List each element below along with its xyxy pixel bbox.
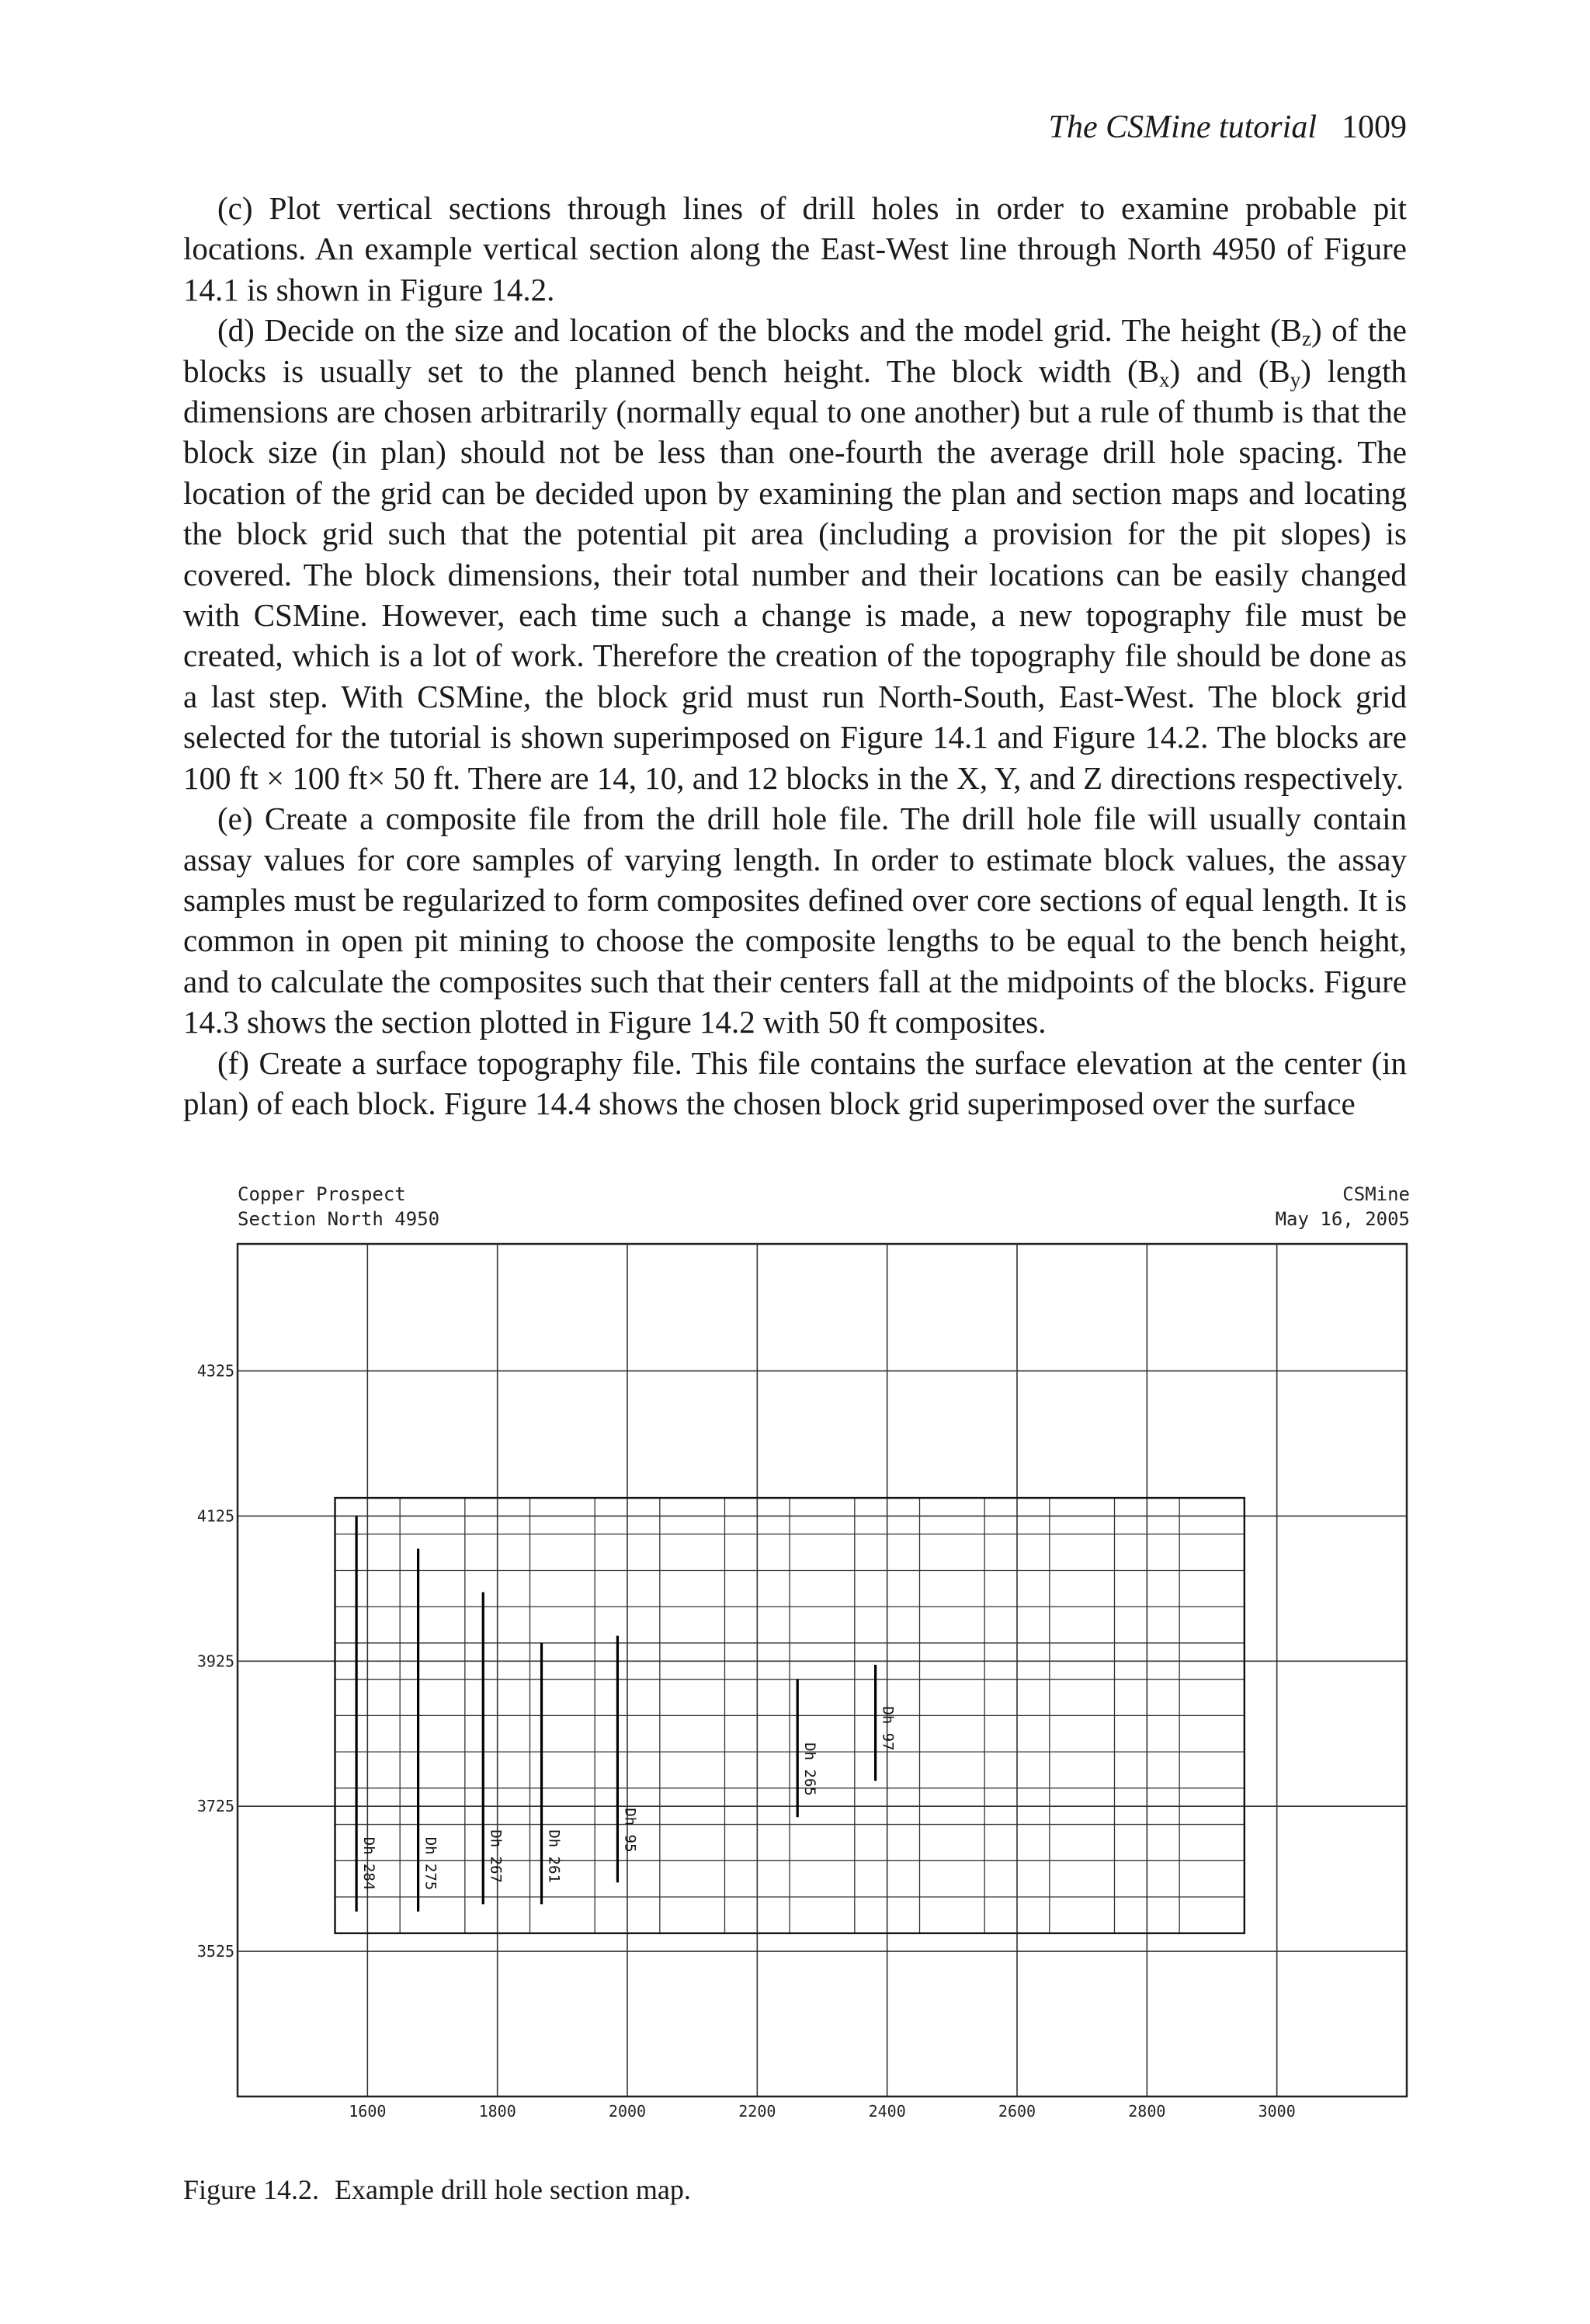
- caption-text: Example drill hole section map.: [335, 2174, 691, 2205]
- subscript-y: y: [1290, 367, 1301, 391]
- plot-frame: [238, 1244, 1407, 2096]
- x-tick-label-3000: 3000: [1258, 2102, 1296, 2121]
- x-tick-label-2200: 2200: [738, 2102, 776, 2121]
- drill-hole-label: Dh 265: [801, 1742, 819, 1796]
- figure-header-date: May 16, 2005: [1275, 1208, 1410, 1230]
- x-tick-label-2600: 2600: [998, 2102, 1036, 2121]
- x-tick-label-2800: 2800: [1128, 2102, 1166, 2121]
- page-number: 1009: [1342, 109, 1407, 145]
- subscript-z: z: [1301, 327, 1311, 351]
- drill-hole-label: Dh 284: [360, 1836, 378, 1891]
- paragraph-e: (e) Create a composite file from the drill hole file. The drill hole file will usually contain assay values for core samples of varying length. In order to estimate block values, the assay samples must be regularized to form composites defined over core sections of equal length. It is common in open pit mining to choose the composite lengths to be equal to the bench height, and to calculate the composites such that their centers fall at the midpoints of the blocks. Figure 14.3 shows the section plotted in Figure 14.2 with 50 ft composites.: [183, 801, 1407, 1040]
- x-tick-label-2000: 2000: [608, 2102, 647, 2121]
- paragraph-d-part2: ) of the blocks is usually set to the planned bench height. The block width (B: [183, 312, 1407, 389]
- figure-header-section: Section North 4950: [238, 1208, 440, 1230]
- axis-ticks: [197, 1362, 1296, 2121]
- section-map: [171, 1180, 1429, 2135]
- y-tick-label-3525: 3525: [196, 1942, 234, 1961]
- running-title: The CSMine tutorial: [1048, 109, 1317, 145]
- drill-hole-label: Dh 95: [621, 1808, 639, 1853]
- paragraph-d-part1: (d) Decide on the size and location of the blocks and the model grid. The height (B: [217, 312, 1302, 349]
- paragraph-c: (c) Plot vertical sections through lines of drill holes in order to examine probable pit locations. An example vertical section along the East-West line through North 4950 of Figure 14.1 is shown in Figure 14.2.: [183, 190, 1407, 307]
- y-tick-label-3725: 3725: [196, 1797, 234, 1816]
- caption-label: Figure 14.2.: [183, 2174, 319, 2205]
- drill-hole-label: Dh 97: [879, 1706, 897, 1751]
- x-tick-label-1800: 1800: [478, 2102, 516, 2121]
- drill-hole-label: Dh 261: [545, 1829, 563, 1884]
- drill-holes: [356, 1516, 896, 1911]
- paragraph-d-part4: ) length dimensions are chosen arbitrarily (normally equal to one another) but a rule of thumb is that the block size (in plan) should not be less than one-fourth the average drill hole spacing. The location of the grid can be decided upon by examining the plan and section maps and locating the block grid such that the potential pit area (including a provision for the pit slopes) is covered. The block dimensions, their total number and their locations can be easily changed with CSMine. However, each time such a change is made, a new topography file must be created, which is a lot of work. Therefore the creation of the topography file should be done as a last step. With CSMine, the block grid must run North-South, East-West. The block grid selected for the tutorial is shown superimposed on Figure 14.1 and Figure 14.2. The blocks are 100 ft × 100 ft× 50 ft. There are 14, 10, and 12 blocks in the X, Y, and Z directions respectively.: [183, 353, 1407, 796]
- y-tick-label-4125: 4125: [196, 1506, 234, 1526]
- x-tick-label-1600: 1600: [349, 2102, 387, 2121]
- x-tick-label-2400: 2400: [868, 2102, 906, 2121]
- paragraph-d-part3: ) and (B: [1169, 353, 1290, 389]
- drill-hole-label: Dh 275: [422, 1836, 439, 1891]
- paragraph-d: [183, 310, 1407, 798]
- y-tick-label-4325: 4325: [196, 1361, 234, 1381]
- paragraph-f: (f) Create a surface topography file. This file contains the surface elevation at the center (in plan) of each block. Figure 14.4 shows the chosen block grid superimposed over the surface: [183, 1044, 1407, 1121]
- section-map-figure: [171, 1180, 1429, 2135]
- figure-header-title: Copper Prospect: [238, 1183, 406, 1205]
- body-text: [183, 188, 1407, 1124]
- drill-hole-label: Dh 267: [487, 1829, 505, 1884]
- figure-caption: [183, 2173, 691, 2207]
- subscript-x: x: [1159, 367, 1170, 391]
- block-grid: [335, 1498, 1245, 1933]
- coordinate-grid: [238, 1244, 1407, 2096]
- figure-header-program: CSMine: [1342, 1183, 1410, 1205]
- running-head: [1049, 109, 1407, 146]
- y-tick-label-3925: 3925: [196, 1652, 234, 1671]
